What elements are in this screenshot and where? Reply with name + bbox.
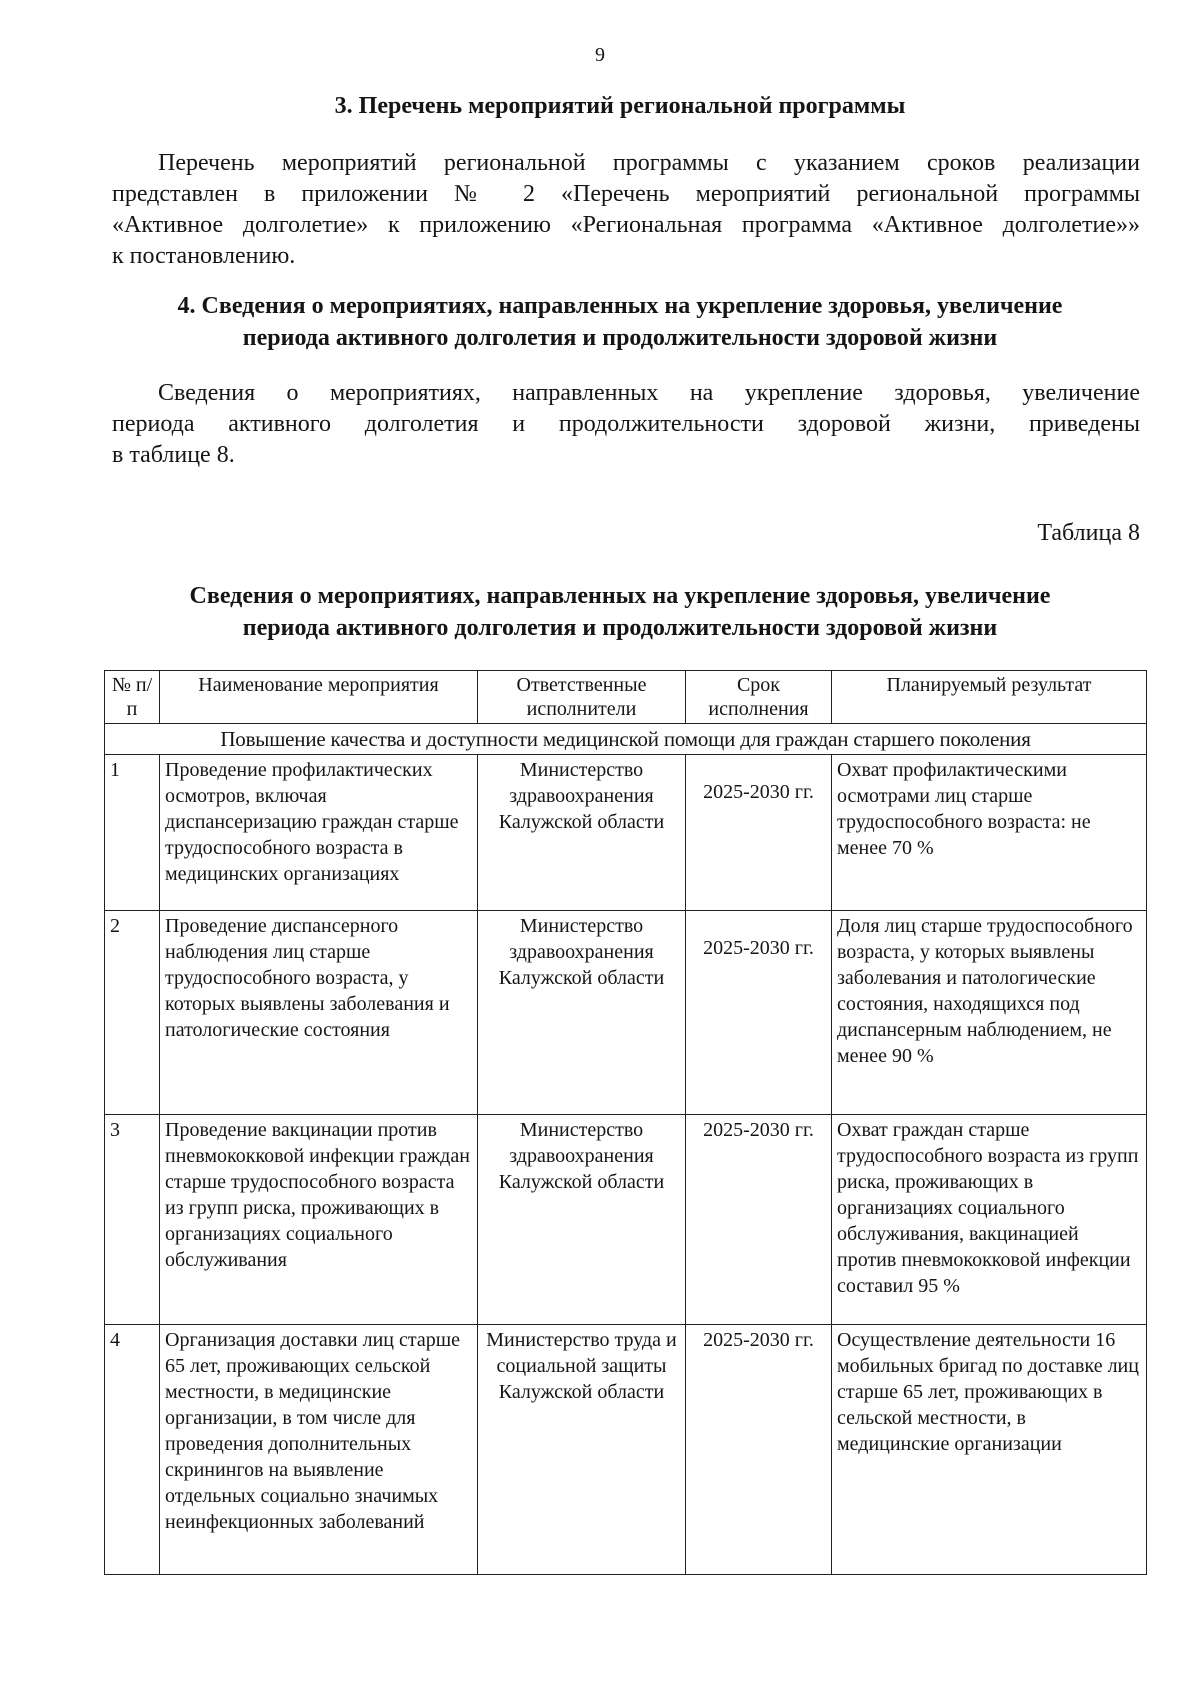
header-term: Срок исполнения: [686, 671, 832, 724]
header-result: Планируемый результат: [832, 671, 1147, 724]
section-4-heading-line: периода активного долголетия и продолжительности здоровой жизни: [242, 325, 998, 351]
header-name: Наименование мероприятия: [160, 671, 478, 724]
table-caption: Таблица 8: [1037, 520, 1140, 546]
paragraph-line: Перечень мероприятий региональной программы с указанием сроков реализации: [158, 150, 1140, 176]
paragraph-line: к постановлению.: [112, 243, 296, 269]
cell-responsible: Министерство здравоохранения Калужской области: [478, 1115, 686, 1325]
table-header-row: [105, 671, 1147, 724]
section-3-paragraph: [112, 148, 1140, 272]
table-title: [100, 580, 1140, 644]
cell-responsible: Министерство здравоохранения Калужской области: [478, 911, 686, 1115]
page-number: 9: [595, 44, 605, 66]
cell-name: Проведение диспансерного наблюдения лиц старше трудоспособного возраста, у которых выявлены заболевания и патологические состояния: [160, 911, 478, 1115]
cell-result: Охват профилактическими осмотрами лиц старше трудоспособного возраста: не менее 70 %: [832, 755, 1147, 911]
cell-term: 2025-2030 гг.: [686, 911, 832, 1115]
section-4-paragraph: [112, 378, 1140, 471]
section-4-heading-line: 4. Сведения о мероприятиях, направленных на укрепление здоровья, увеличение: [177, 293, 1063, 319]
cell-term: 2025-2030 гг.: [686, 1325, 832, 1575]
section-3-heading: 3. Перечень мероприятий региональной программы: [334, 93, 906, 119]
table-row: [105, 1325, 1147, 1575]
paragraph-line: «Активное долголетие» к приложению «Региональная программа «Активное долголетие»»: [112, 212, 1140, 238]
cell-responsible: Министерство здравоохранения Калужской области: [478, 755, 686, 911]
cell-name: Проведение вакцинации против пневмококковой инфекции граждан старше трудоспособного возраста из групп риска, проживающих в организациях социального обслуживания: [160, 1115, 478, 1325]
cell-responsible: Министерство труда и социальной защиты Калужской области: [478, 1325, 686, 1575]
header-num: № п/п: [105, 671, 160, 724]
paragraph-line: представлен в приложении № 2 «Перечень мероприятий региональной программы: [112, 181, 1140, 207]
cell-result: Доля лиц старше трудоспособного возраста, у которых выявлены заболевания и патологические состояния, находящихся под диспансерным наблюдением, не менее 90 %: [832, 911, 1147, 1115]
cell-name: Проведение профилактических осмотров, включая диспансеризацию граждан старше трудоспособного возраста в медицинских организациях: [160, 755, 478, 911]
section-row-title: Повышение качества и доступности медицинской помощи для граждан старшего поколения: [105, 724, 1147, 755]
table-title-line: периода активного долголетия и продолжительности здоровой жизни: [242, 615, 998, 641]
table-row: [105, 1115, 1147, 1325]
cell-name: Организация доставки лиц старше 65 лет, проживающих сельской местности, в медицинские организации, в том числе для проведения дополнительных скринингов на выявление отдельных социально значимых неинфекционных заболеваний: [160, 1325, 478, 1575]
table-row: [105, 911, 1147, 1115]
cell-num: 2: [105, 911, 160, 1115]
cell-result: Охват граждан старше трудоспособного возраста из групп риска, проживающих в организациях социального обслуживания, вакцинацией против пневмококковой инфекции составил 95 %: [832, 1115, 1147, 1325]
paragraph-line: Сведения о мероприятиях, направленных на укрепление здоровья, увеличение: [158, 380, 1140, 406]
cell-num: 1: [105, 755, 160, 911]
cell-num: 3: [105, 1115, 160, 1325]
paragraph-line: в таблице 8.: [112, 442, 235, 468]
table-section-row: [105, 724, 1147, 755]
cell-term: 2025-2030 гг.: [686, 1115, 832, 1325]
cell-num: 4: [105, 1325, 160, 1575]
events-table: [104, 670, 1147, 1575]
header-responsible: Ответственные исполнители: [478, 671, 686, 724]
cell-term: 2025-2030 гг.: [686, 755, 832, 911]
paragraph-line: периода активного долголетия и продолжительности здоровой жизни, приведены: [112, 411, 1140, 437]
section-4-heading: [100, 290, 1140, 354]
table-title-line: Сведения о мероприятиях, направленных на укрепление здоровья, увеличение: [189, 583, 1051, 609]
cell-result: Осуществление деятельности 16 мобильных бригад по доставке лиц старше 65 лет, проживающих в сельской местности, в медицинские организации: [832, 1325, 1147, 1575]
table-row: [105, 755, 1147, 911]
